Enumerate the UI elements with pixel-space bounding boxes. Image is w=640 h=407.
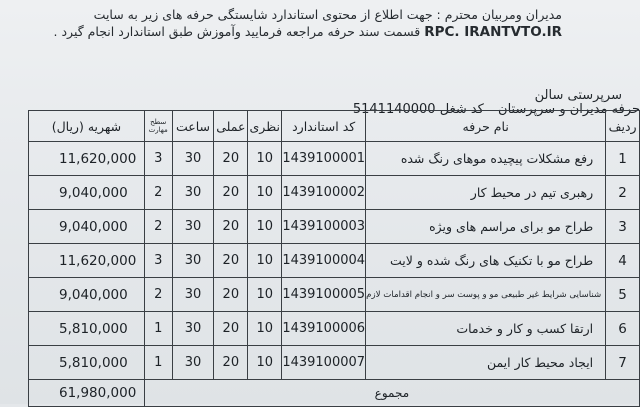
intro-line-2 — [42, 23, 562, 41]
section-title: سرپرستی سالن — [534, 88, 622, 103]
cell-practical: 20 — [214, 176, 248, 210]
cell-hours: 30 — [172, 176, 214, 210]
cell-level: 3 — [144, 142, 172, 176]
cell-row: 5 — [606, 278, 640, 312]
table-total-row — [29, 380, 640, 407]
cell-theory: 10 — [248, 176, 282, 210]
cell-level: 3 — [144, 244, 172, 278]
cell-theory: 10 — [248, 346, 282, 380]
cell-practical: 20 — [214, 210, 248, 244]
header-practical: عملی — [214, 111, 248, 142]
caption-code-value: 5141140000 — [352, 102, 436, 117]
header-code: کد استاندارد — [282, 111, 366, 142]
header-name: نام حرفه — [366, 111, 606, 142]
header-level: سطح مهارت — [144, 111, 172, 142]
cell-practical: 20 — [214, 346, 248, 380]
cell-fee: 5,810,000 — [29, 346, 145, 380]
cell-theory: 10 — [248, 244, 282, 278]
cell-theory: 10 — [248, 312, 282, 346]
cell-row: 2 — [606, 176, 640, 210]
cell-fee: 11,620,000 — [29, 244, 145, 278]
cell-code: 1439100006 — [282, 312, 366, 346]
header-fee: شهریه (ریال) — [29, 111, 145, 142]
header-row: ردیف — [606, 111, 640, 142]
cell-name: ایجاد محیط کار ایمن — [366, 346, 606, 380]
cell-practical: 20 — [214, 142, 248, 176]
cell-fee: 9,040,000 — [29, 210, 145, 244]
cell-fee: 11,620,000 — [29, 142, 145, 176]
cell-name: ارتقا کسب و کار و خدمات — [366, 312, 606, 346]
cell-name: طراح مو با تکنیک های رنگ شده و لایت — [366, 244, 606, 278]
intro-url: RPC. IRANTVTO.IR — [424, 24, 562, 40]
cell-level: 1 — [144, 312, 172, 346]
cell-hours: 30 — [172, 346, 214, 380]
cell-theory: 10 — [248, 142, 282, 176]
header-theory: نظری — [248, 111, 282, 142]
cell-row: 4 — [606, 244, 640, 278]
table-row — [29, 142, 640, 176]
cell-practical: 20 — [214, 244, 248, 278]
cell-code: 1439100007 — [282, 346, 366, 380]
table-row — [29, 312, 640, 346]
cell-level: 2 — [144, 278, 172, 312]
cell-code: 1439100003 — [282, 210, 366, 244]
table-row — [29, 210, 640, 244]
intro-line-2-text: قسمت سند حرفه مراجعه فرمایید وآموزش طبق استاندارد انجام گیرد . — [53, 24, 421, 39]
total-fee: 61,980,000 — [29, 380, 145, 407]
cell-practical: 20 — [214, 312, 248, 346]
intro-line-1: مدیران ومربیان محترم : جهت اطلاع از محتوی استاندارد شایستگی حرفه های زیر به سایت — [93, 7, 562, 22]
cell-level: 2 — [144, 176, 172, 210]
table-row — [29, 278, 640, 312]
cell-fee: 5,810,000 — [29, 312, 145, 346]
cell-hours: 30 — [172, 278, 214, 312]
cell-code: 1439100005 — [282, 278, 366, 312]
cell-theory: 10 — [248, 210, 282, 244]
cell-name: رفع مشکلات پیچیده موهای رنگ شده — [366, 142, 606, 176]
cell-hours: 30 — [172, 210, 214, 244]
cell-row: 6 — [606, 312, 640, 346]
cell-row: 7 — [606, 346, 640, 380]
cell-hours: 30 — [172, 142, 214, 176]
cell-code: 1439100001 — [282, 142, 366, 176]
cell-name: رهبری تیم در محیط کار — [366, 176, 606, 210]
cell-name: شناسایی شرایط غیر طبیعی مو و پوست سر و انجام اقدامات لازم — [366, 278, 606, 312]
caption-profession: حرفه مدیران و سرپرستان — [498, 102, 640, 117]
cell-code: 1439100004 — [282, 244, 366, 278]
cell-hours: 30 — [172, 312, 214, 346]
header-hours: ساعت — [172, 111, 214, 142]
cell-fee: 9,040,000 — [29, 278, 145, 312]
cell-theory: 10 — [248, 278, 282, 312]
table-header-row — [29, 111, 640, 142]
cell-name: طراح مو برای مراسم های ویژه — [366, 210, 606, 244]
table-row — [29, 244, 640, 278]
table-row — [29, 176, 640, 210]
intro-notice — [42, 6, 562, 41]
cell-level: 1 — [144, 346, 172, 380]
total-label: مجموع — [144, 380, 639, 407]
cell-level: 2 — [144, 210, 172, 244]
cell-row: 3 — [606, 210, 640, 244]
cell-practical: 20 — [214, 278, 248, 312]
caption-code-label: کد شغل — [439, 102, 484, 117]
cell-fee: 9,040,000 — [29, 176, 145, 210]
table-row — [29, 346, 640, 380]
standards-table — [28, 110, 640, 407]
cell-hours: 30 — [172, 244, 214, 278]
cell-code: 1439100002 — [282, 176, 366, 210]
cell-row: 1 — [606, 142, 640, 176]
